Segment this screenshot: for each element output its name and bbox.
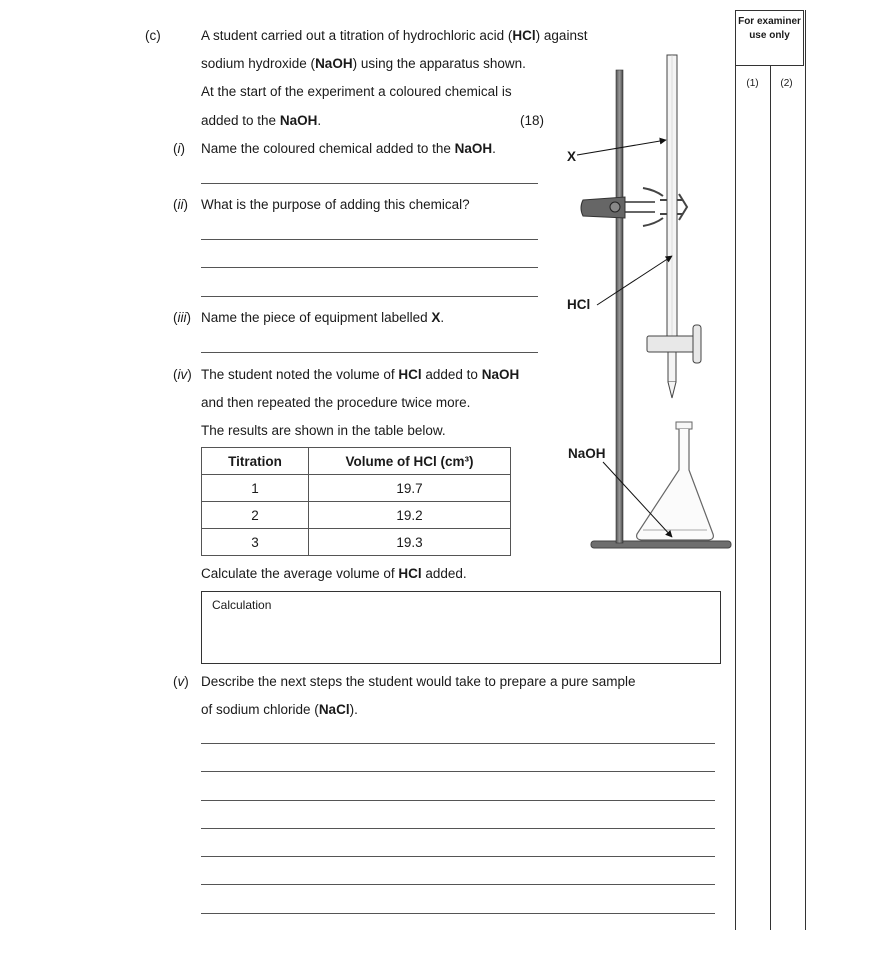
stand-base [591,541,731,548]
results-table [201,447,511,556]
table-cell: 19.7 [309,475,511,502]
table-cell: 19.2 [309,502,511,529]
answer-line-ii-2[interactable] [201,267,538,268]
answer-line-v-1[interactable] [201,743,715,744]
part-v-label: (v) [173,674,189,689]
answer-line-i[interactable] [201,183,538,184]
table-header-row [202,448,511,475]
part-iv-label: (iv) [173,367,192,382]
calculation-label: Calculation [212,598,272,612]
calc-prompt: Calculate the average volume of HCl added. [201,566,467,581]
part-i-text: Name the coloured chemical added to the NaOH. [201,141,496,156]
part-i-label: (i) [173,141,185,156]
part-iii-text: Name the piece of equipment labelled X. [201,310,445,325]
answer-line-ii-3[interactable] [201,296,538,297]
label-naoh: NaOH [568,446,606,461]
examiner-header: For examiner use only [735,10,804,66]
intro-line-1: A student carried out a titration of hydrochloric acid (HCl) against [201,28,588,43]
label-x: X [567,149,577,164]
question-label: (c) [145,28,161,43]
part-ii-label: (ii) [173,197,188,212]
intro-line-3: At the start of the experiment a coloured chemical is [201,84,512,99]
part-iv-line-3: The results are shown in the table below. [201,423,446,438]
calculation-box[interactable] [201,591,721,664]
table-row [202,502,511,529]
part-v-line-1: Describe the next steps the student would take to prepare a pure sample [201,674,636,689]
answer-line-iii[interactable] [201,352,538,353]
examiner-divider [770,66,771,930]
answer-line-v-3[interactable] [201,800,715,801]
part-iii-label: (iii) [173,310,191,325]
part-iv-line-1: The student noted the volume of HCl added to NaOH [201,367,520,382]
part-v-line-2: of sodium chloride (NaCl). [201,702,358,717]
table-cell: 1 [202,475,309,502]
table-header: Titration [202,448,309,475]
conical-flask [637,422,714,540]
answer-line-v-2[interactable] [201,771,715,772]
intro-line-4: added to the NaOH. [201,113,322,128]
table-header: Volume of HCl (cm³) [309,448,511,475]
stand-rod [616,70,623,543]
part-iv-line-2: and then repeated the procedure twice more. [201,395,471,410]
answer-line-v-4[interactable] [201,828,715,829]
table-cell: 19.3 [309,529,511,556]
table-row [202,529,511,556]
examiner-col-1: (1) [746,78,759,89]
table-cell: 2 [202,502,309,529]
answer-line-v-7[interactable] [201,913,715,914]
answer-line-v-6[interactable] [201,884,715,885]
marks: (18) [520,113,545,128]
label-hcl: HCl [567,297,591,312]
intro-line-2: sodium hydroxide (NaOH) using the apparatus shown. [201,56,526,71]
answer-line-ii-1[interactable] [201,239,538,240]
burette [647,55,701,398]
part-ii-text: What is the purpose of adding this chemical? [201,197,470,212]
table-cell: 3 [202,529,309,556]
table-row [202,475,511,502]
examiner-col-2: (2) [780,78,793,89]
answer-line-v-5[interactable] [201,856,715,857]
